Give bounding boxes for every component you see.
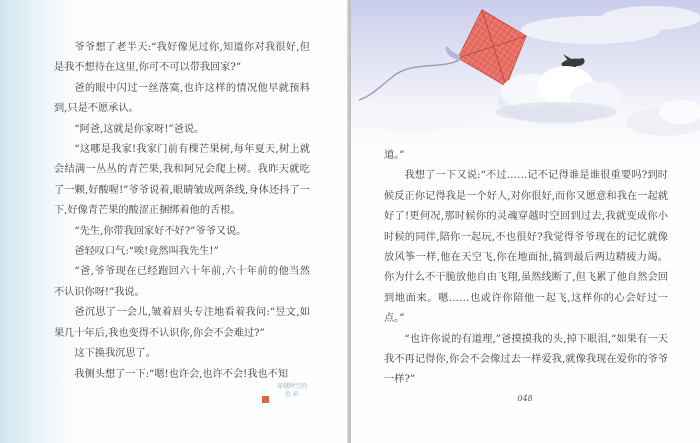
sky-illustration xyxy=(351,0,700,150)
paragraph: 爷爷想了老半天:“我好像见过你,知道你对我很好,但是我不想待在这里,你可不可以带我回家?” xyxy=(54,42,310,74)
paragraph: 爸轻叹口气:“唉!竟然叫我先生!” xyxy=(74,246,219,258)
paragraph: 我侧头想了一下:“嗯!也许会,也许不会!我也不知 xyxy=(74,368,289,380)
footer-subtitle: 色 彩 xyxy=(285,391,299,398)
footer-square-icon xyxy=(262,396,269,403)
paragraph: “先生,你带我回家好不好?”爷爷又说。 xyxy=(74,225,247,237)
left-page xyxy=(0,0,349,443)
paragraph: “也许你说的有道理,”爸摸摸我的头,掉下眼泪,“如果有一天我不再记得你,你会不会像过去一样爱我,就像我现在爱你的爷爷一样?” xyxy=(384,333,668,386)
kite-illustration xyxy=(351,0,700,150)
paragraph: “爸,爷爷现在已经跑回六十年前,六十年前的他当然不认识你呀!”我说。 xyxy=(54,266,310,298)
kite-icon xyxy=(359,10,526,100)
paragraph: “这哪是我家!我家门前有棵芒果树,每年夏天,树上就会结满一丛丛的青芒果,我和阿兄会爬上树。我昨天就吃了一颗,好酸喔!”爷爷说着,眼睛皱成两条线,身体还抖了一下,好像青芒果的酸涩正捆绑着他的舌根。 xyxy=(54,144,310,217)
right-page-text xyxy=(384,146,668,391)
cloud-icon xyxy=(626,100,700,136)
left-page-text xyxy=(54,38,310,385)
footer-title: 穿越时空的 xyxy=(276,383,307,390)
right-page xyxy=(351,0,700,443)
paragraph: 这下换我沉思了。 xyxy=(74,348,156,360)
paragraph: 爸的眼中闪过一丝落寞,也许这样的情况他早就预料到,只是不愿承认。 xyxy=(54,82,310,115)
cloud-icon xyxy=(496,66,622,124)
paragraph: 我想了一下又说:“不过……记不记得谁是谁很重要吗?到时候反正你记得我是一个好人,对你很好,而你又愿意和我在一起就好了!更何况,那时候你的灵魂穿越时空回到过去,我就变成你小时候的同伴,陪你一起玩,不也很好?我觉得爷爷现在的记忆就像放风筝一样,他在天空飞,你在地面扯,搞到最后两边精疲力竭。你为什么不干脆放他自由飞翔,虽然线断了,但飞累了他自然会回到地面来。嗯……也或许你陪他一起飞,这样你的心会好过一点。” xyxy=(384,170,668,325)
book-title-footer xyxy=(262,383,322,399)
paragraph: “阿爸,这就是你家呀!”爸说。 xyxy=(74,123,205,135)
page-number: 048 xyxy=(517,394,533,403)
paragraph: 道。” xyxy=(384,150,405,161)
paragraph: 爸沉思了一会儿,皱着眉头专注地看着我问:“昱文,如果几十年后,我也变得不认识你,你会不会难过?” xyxy=(54,307,310,339)
